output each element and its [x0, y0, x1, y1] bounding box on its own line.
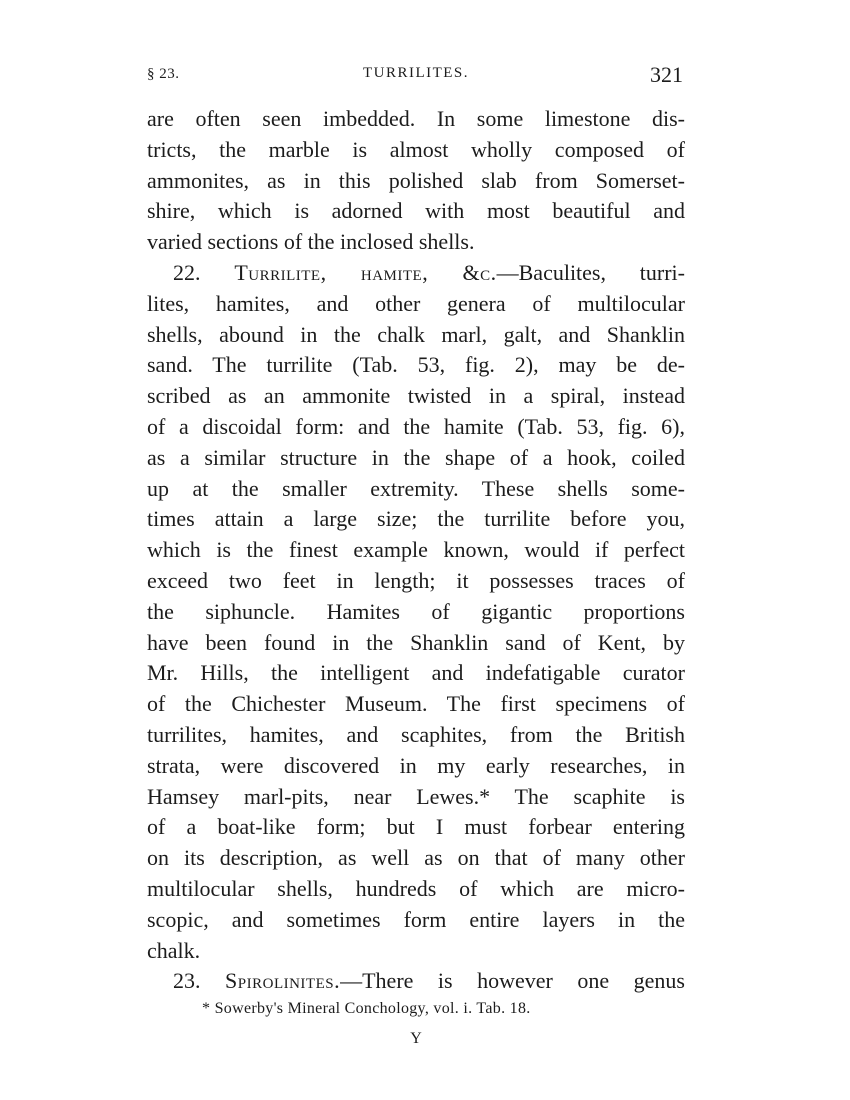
footnote: * Sowerby's Mineral Conchology, vol. i. Tab. 18.	[202, 1000, 531, 1017]
paragraph-22-heading: Turrilite, hamite, &c.	[234, 259, 497, 285]
text-line: Mr. Hills, the intelligent and indefatigable curator	[147, 660, 685, 686]
text-line: strata, were discovered in my early researches, in	[147, 752, 685, 778]
text-line: times attain a large size; the turrilite before you,	[147, 506, 685, 532]
paragraph-23-number: 23.	[173, 968, 201, 994]
paragraph-23-first-line	[147, 966, 685, 997]
text-line: on its description, as well as on that of many other	[147, 845, 685, 871]
signature-mark: Y	[410, 1030, 422, 1047]
text-line: shells, abound in the chalk marl, galt, and Shanklin	[147, 321, 685, 347]
text-line: shire, which is adorned with most beautiful and	[147, 198, 685, 224]
text-line: chalk.	[147, 937, 201, 963]
body-text	[147, 104, 685, 997]
text-line: of a boat-like form; but I must forbear entering	[147, 814, 685, 840]
text-line: tricts, the marble is almost wholly composed of	[147, 136, 685, 162]
text-line: multilocular shells, hundreds of which are micro-	[147, 875, 685, 901]
text-line: up at the smaller extremity. These shells some-	[147, 475, 685, 501]
text-line: which is the finest example known, would if perfect	[147, 537, 685, 563]
paragraph-22-first-line	[147, 258, 685, 289]
section-number: § 23.	[147, 66, 180, 82]
text-line: scribed as an ammonite twisted in a spiral, instead	[147, 383, 685, 409]
text-line: lites, hamites, and other genera of multilocular	[147, 290, 685, 316]
text-line: scopic, and sometimes form entire layers in the	[147, 906, 685, 932]
book-page	[147, 0, 685, 1100]
text-line: as a similar structure in the shape of a hook, coiled	[147, 444, 685, 470]
paragraph-22-number: 22.	[173, 259, 201, 285]
page-number: 321	[650, 62, 683, 87]
text-line: have been found in the Shanklin sand of Kent, by	[147, 629, 685, 655]
paragraph-22-first-line-rest: —Baculites, turri-	[496, 259, 685, 285]
paragraph-23-first-line-rest: —There is however one genus	[340, 968, 685, 994]
text-line: of a discoidal form: and the hamite (Tab. 53, fig. 6),	[147, 413, 685, 439]
text-line: ammonites, as in this polished slab from Somerset-	[147, 167, 685, 193]
page-title: TURRILITES.	[362, 65, 470, 81]
text-line: of the Chichester Museum. The first specimens of	[147, 691, 685, 717]
text-line: Hamsey marl-pits, near Lewes.* The scaphite is	[147, 783, 685, 809]
running-head	[147, 62, 685, 92]
paragraph-23-heading: Spirolinites.	[225, 968, 341, 994]
text-line: the siphuncle. Hamites of gigantic proportions	[147, 598, 685, 624]
text-line: varied sections of the inclosed shells.	[147, 229, 475, 255]
text-line: are often seen imbedded. In some limestone dis-	[147, 106, 685, 131]
text-line: turrilites, hamites, and scaphites, from the British	[147, 721, 685, 747]
text-line: sand. The turrilite (Tab. 53, fig. 2), may be de-	[147, 352, 685, 378]
text-line: exceed two feet in length; it possesses traces of	[147, 567, 685, 593]
